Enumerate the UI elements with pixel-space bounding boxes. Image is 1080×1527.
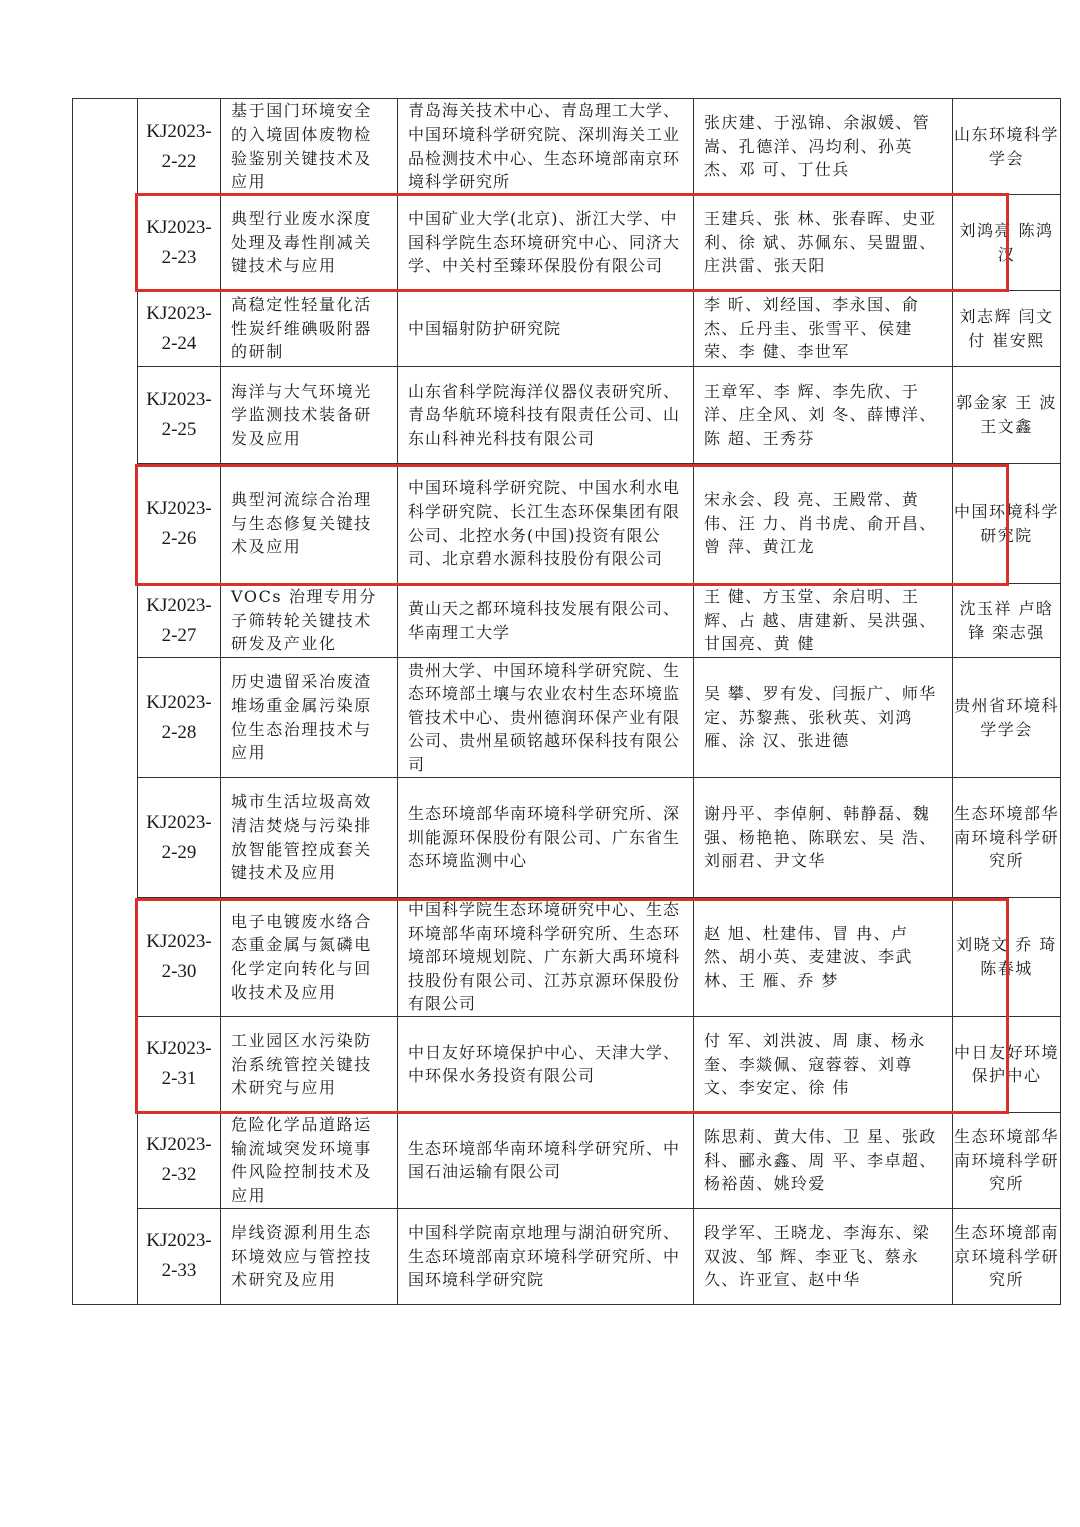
project-code: KJ2023- 2-26 [138, 464, 221, 584]
nominator: 沈玉祥 卢晗锋 栾志强 [953, 584, 1061, 658]
table-row [73, 1208, 1061, 1304]
project-name: 电子电镀废水络合态重金属与氮磷电化学定向转化与回收技术及应用 [221, 898, 398, 1017]
project-name: 高稳定性轻量化活性炭纤维碘吸附器的研制 [221, 291, 398, 367]
project-code: KJ2023- 2-27 [138, 584, 221, 658]
table-row [73, 778, 1061, 898]
project-code: KJ2023- 2-23 [138, 195, 221, 291]
project-name: 历史遗留采冶废渣堆场重金属污染原位生态治理技术与应用 [221, 658, 398, 778]
project-code: KJ2023- 2-24 [138, 291, 221, 367]
completing-units: 中国环境科学研究院、中国水利水电科学研究院、长江生态环保集团有限公司、北控水务(中国)投资有限公司、北京碧水源科技股份有限公司 [398, 464, 694, 584]
table-row [73, 1016, 1061, 1112]
nominator: 中国环境科学研究院 [953, 464, 1061, 584]
nominator: 刘鸿亮 陈鸿汉 [953, 195, 1061, 291]
completing-people: 段学军、王晓龙、李海东、梁双波、邹 辉、李亚飞、蔡永久、许亚宣、赵中华 [694, 1208, 953, 1304]
completing-people: 王建兵、张 林、张春晖、史亚利、徐 斌、苏佩东、吴盟盟、庄洪雷、张天阳 [694, 195, 953, 291]
table-row [73, 658, 1061, 778]
project-name: 危险化学品道路运输流域突发环境事件风险控制技术及应用 [221, 1112, 398, 1208]
completing-units: 中日友好环境保护中心、天津大学、中环保水务投资有限公司 [398, 1016, 694, 1112]
table-row [73, 464, 1061, 584]
project-code: KJ2023- 2-33 [138, 1208, 221, 1304]
table-row [73, 291, 1061, 367]
completing-people: 张庆建、于泓锦、余淑媛、管 嵩、孔德洋、冯均利、孙英杰、邓 可、丁仕兵 [694, 99, 953, 195]
project-code: KJ2023- 2-29 [138, 778, 221, 898]
nominator: 刘晓文 乔 琦 陈春城 [953, 898, 1061, 1017]
completing-units: 中国科学院生态环境研究中心、生态环境部华南环境科学研究所、生态环境部环境规划院、广东新大禹环境科技股份有限公司、江苏京源环保股份有限公司 [398, 898, 694, 1017]
completing-people: 李 昕、刘经国、李永国、俞 杰、丘丹圭、张雪平、侯建荣、李 健、李世军 [694, 291, 953, 367]
project-name: VOCs 治理专用分子筛转轮关键技术研发及产业化 [221, 584, 398, 658]
table-row [73, 195, 1061, 291]
nominator: 郭金家 王 波 王文鑫 [953, 367, 1061, 464]
project-name: 典型河流综合治理与生态修复关键技术及应用 [221, 464, 398, 584]
nominator: 刘志辉 闫文付 崔安熙 [953, 291, 1061, 367]
nominator: 中日友好环境保护中心 [953, 1016, 1061, 1112]
merged-category-cell [73, 99, 138, 1305]
project-name: 海洋与大气环境光学监测技术装备研发及应用 [221, 367, 398, 464]
nominator: 生态环境部华南环境科学研究所 [953, 778, 1061, 898]
project-table [72, 98, 1061, 1305]
completing-people: 宋永会、段 亮、王殿常、黄 伟、汪 力、肖书虎、俞开昌、曾 萍、黄江龙 [694, 464, 953, 584]
project-code: KJ2023- 2-28 [138, 658, 221, 778]
completing-people: 谢丹平、李倬舸、韩静磊、魏 强、杨艳艳、陈联宏、吴 浩、刘丽君、尹文华 [694, 778, 953, 898]
project-name: 基于国门环境安全的入境固体废物检验鉴别关键技术及应用 [221, 99, 398, 195]
completing-units: 生态环境部华南环境科学研究所、深圳能源环保股份有限公司、广东省生态环境监测中心 [398, 778, 694, 898]
completing-people: 陈思莉、黄大伟、卫 星、张政科、郦永鑫、周 平、李卓超、杨裕茵、姚玲爱 [694, 1112, 953, 1208]
completing-people: 王章军、李 辉、李先欣、于 洋、庄全风、刘 冬、薛博洋、陈 超、王秀芬 [694, 367, 953, 464]
completing-units: 贵州大学、中国环境科学研究院、生态环境部土壤与农业农村生态环境监管技术中心、贵州德润环保产业有限公司、贵州星硕铭越环保科技有限公司 [398, 658, 694, 778]
project-code: KJ2023- 2-32 [138, 1112, 221, 1208]
nominator: 山东环境科学学会 [953, 99, 1061, 195]
nominator: 生态环境部南京环境科学研究所 [953, 1208, 1061, 1304]
completing-units: 山东省科学院海洋仪器仪表研究所、青岛华航环境科技有限责任公司、山东山科神光科技有限公司 [398, 367, 694, 464]
project-name: 城市生活垃圾高效清洁焚烧与污染排放智能管控成套关键技术及应用 [221, 778, 398, 898]
completing-people: 赵 旭、杜建伟、冒 冉、卢 然、胡小英、麦建波、李武林、王 雁、乔 梦 [694, 898, 953, 1017]
completing-people: 王 健、方玉堂、余启明、王 辉、占 越、唐建新、吴洪强、甘国亮、黄 健 [694, 584, 953, 658]
nominator: 贵州省环境科学学会 [953, 658, 1061, 778]
project-code: KJ2023- 2-30 [138, 898, 221, 1017]
table-row [73, 99, 1061, 195]
nominator: 生态环境部华南环境科学研究所 [953, 1112, 1061, 1208]
project-name: 岸线资源利用生态环境效应与管控技术研究及应用 [221, 1208, 398, 1304]
project-code: KJ2023- 2-22 [138, 99, 221, 195]
completing-people: 付 军、刘洪波、周 康、杨永奎、李燚佩、寇蓉蓉、刘尊文、李安定、徐 伟 [694, 1016, 953, 1112]
table-row [73, 367, 1061, 464]
table-row [73, 584, 1061, 658]
project-name: 典型行业废水深度处理及毒性削减关键技术与应用 [221, 195, 398, 291]
table-row [73, 1112, 1061, 1208]
completing-units: 中国辐射防护研究院 [398, 291, 694, 367]
completing-units: 中国矿业大学(北京)、浙江大学、中国科学院生态环境研究中心、同济大学、中关村至臻环保股份有限公司 [398, 195, 694, 291]
completing-units: 黄山天之都环境科技发展有限公司、华南理工大学 [398, 584, 694, 658]
completing-people: 吴 攀、罗有发、闫振广、师华定、苏黎燕、张秋英、刘鸿雁、涂 汉、张进德 [694, 658, 953, 778]
completing-units: 生态环境部华南环境科学研究所、中国石油运输有限公司 [398, 1112, 694, 1208]
completing-units: 中国科学院南京地理与湖泊研究所、生态环境部南京环境科学研究所、中国环境科学研究院 [398, 1208, 694, 1304]
project-name: 工业园区水污染防治系统管控关键技术研究与应用 [221, 1016, 398, 1112]
completing-units: 青岛海关技术中心、青岛理工大学、中国环境科学研究院、深圳海关工业品检测技术中心、生态环境部南京环境科学研究所 [398, 99, 694, 195]
project-code: KJ2023- 2-31 [138, 1016, 221, 1112]
project-code: KJ2023- 2-25 [138, 367, 221, 464]
table-row [73, 898, 1061, 1017]
